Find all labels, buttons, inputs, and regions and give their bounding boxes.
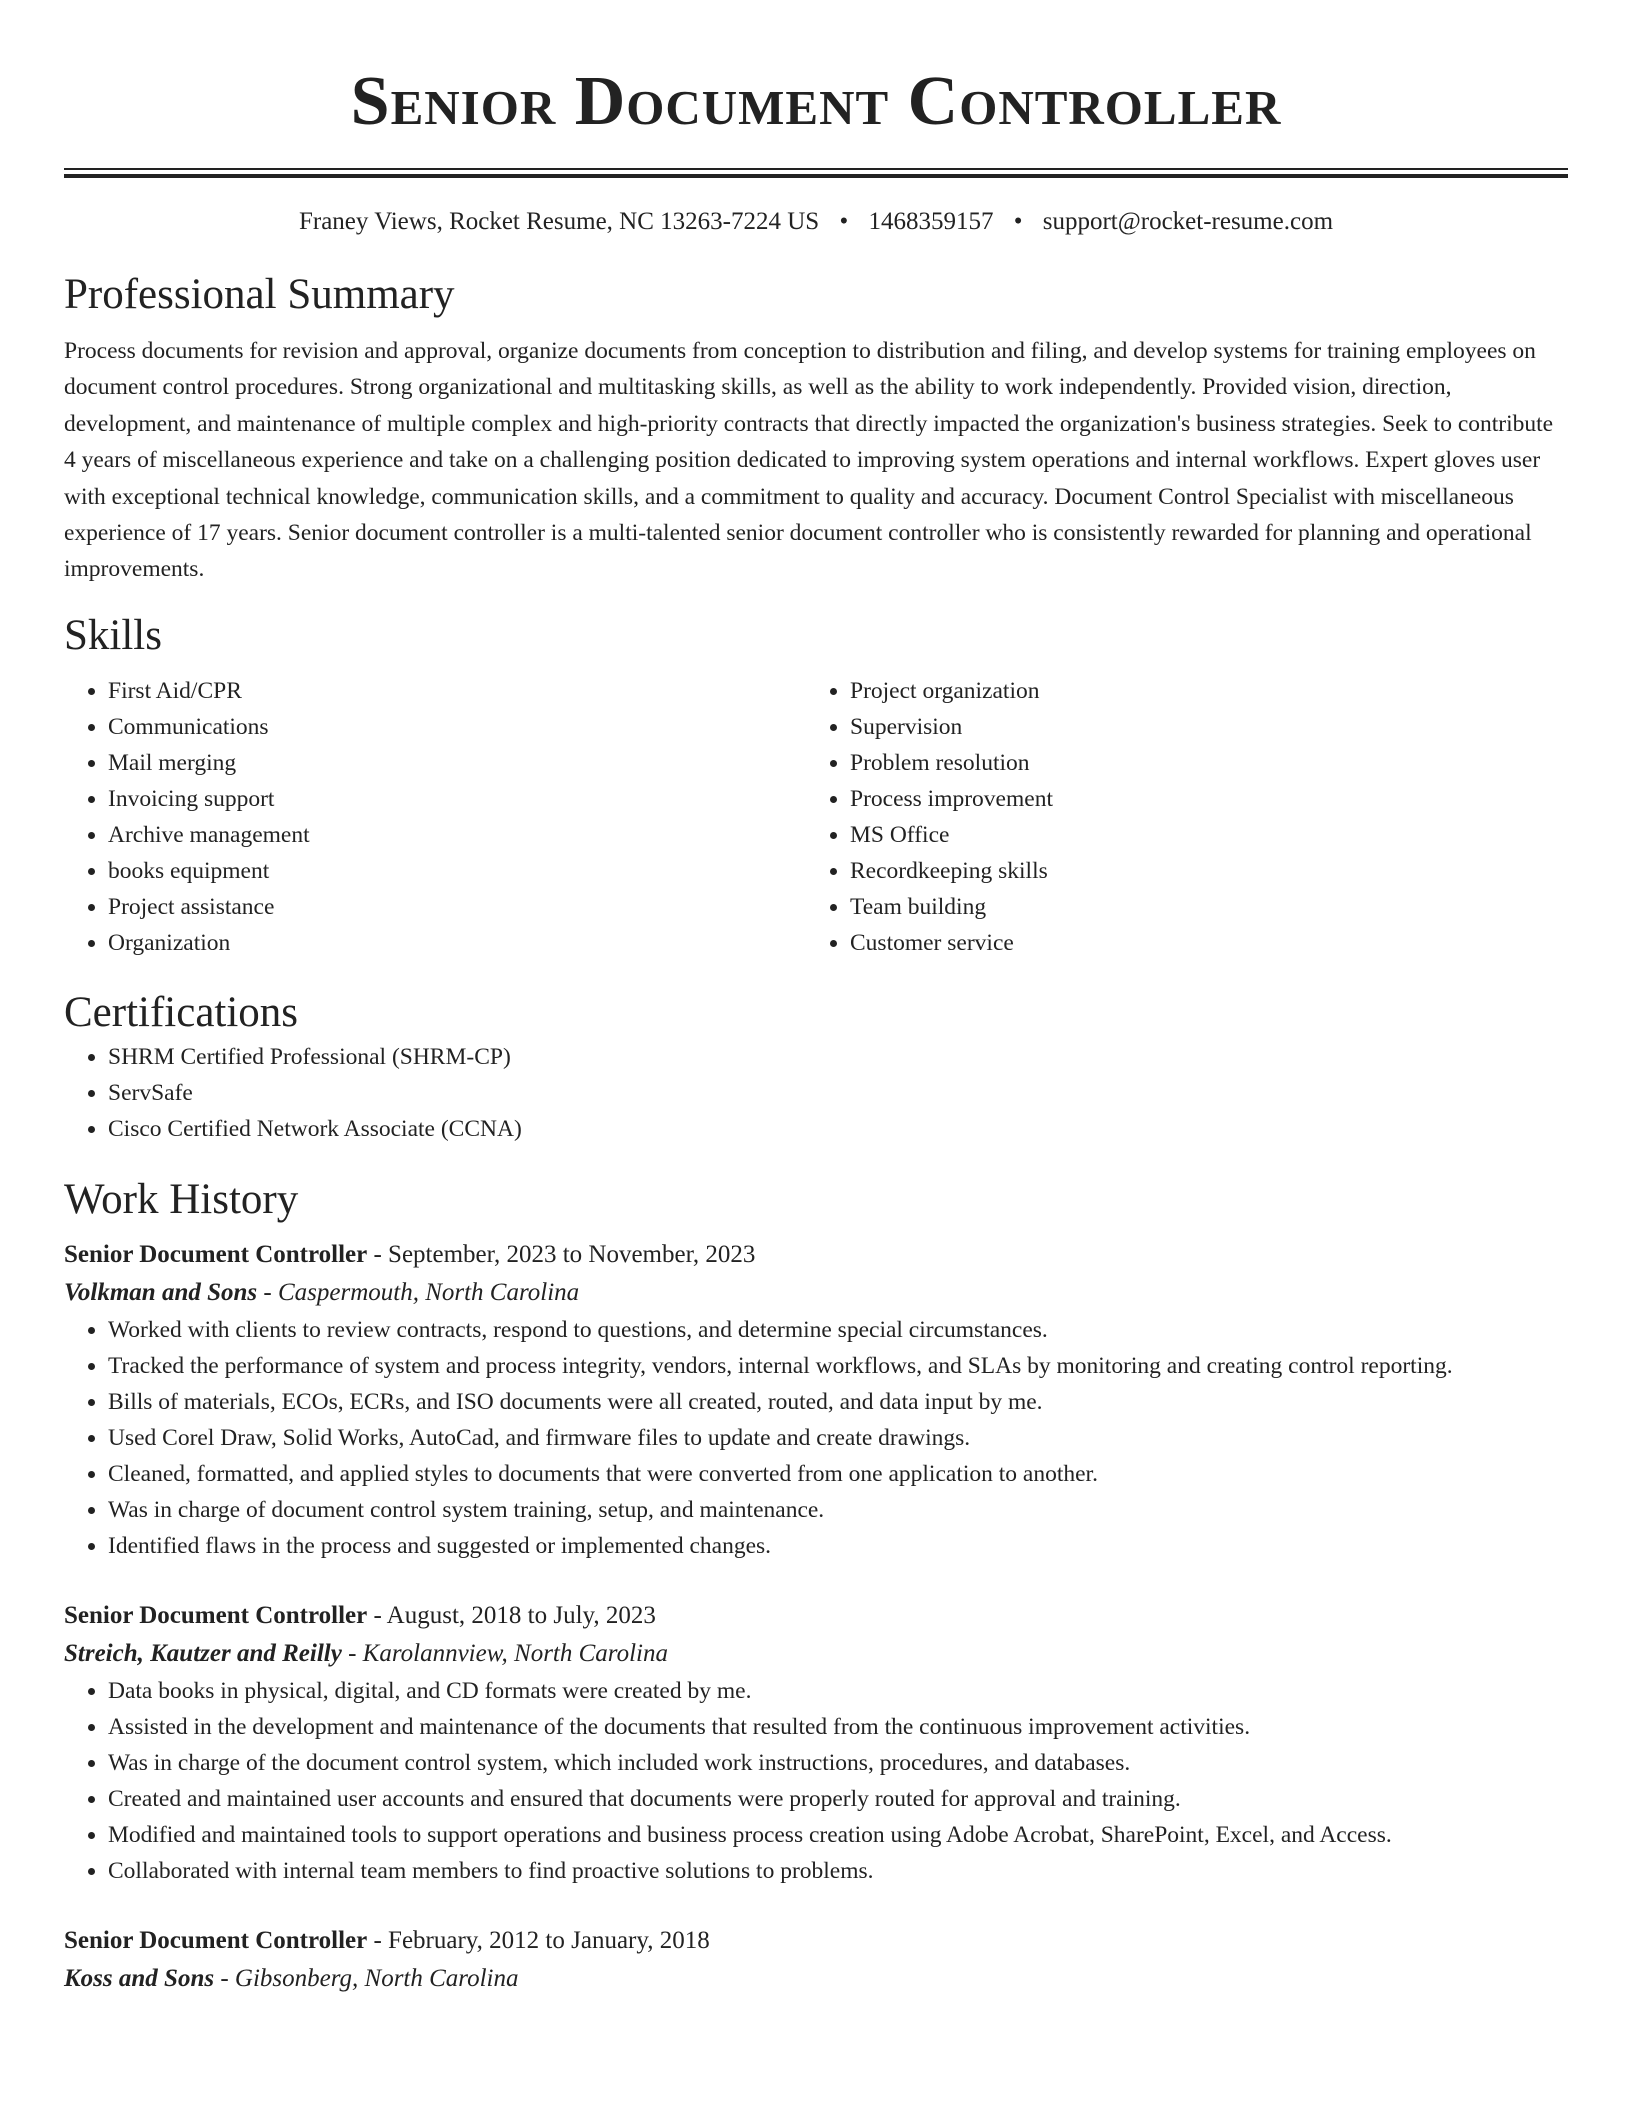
job-entry (64, 1236, 1568, 1564)
certification-item: • Cisco Certified Network Associate (CCNA) (108, 1111, 1568, 1147)
job-role: Senior Document Controller (64, 1601, 368, 1629)
skill-item: • Organization (108, 925, 806, 961)
job-dash: - (367, 1601, 387, 1629)
job-duty: • Worked with clients to review contracts, respond to questions, and determine special circumstances. (108, 1312, 1568, 1348)
skills-grid (64, 673, 1568, 961)
section-title-summary: Professional Summary (64, 271, 455, 318)
job-dash: - (341, 1639, 363, 1667)
contact-email: support@rocket-resume.com (1042, 208, 1334, 235)
section-title-skills: Skills (64, 611, 162, 659)
skill-item: • Team building (850, 889, 1548, 925)
section-title-work-history: Work History (64, 1175, 299, 1223)
job-entry (64, 1597, 1568, 1889)
job-duties-list (64, 1312, 1568, 1564)
job-duty: • Modified and maintained tools to support operations and business process creation using Adobe Acrobat, SharePoint, Excel, and Access. (108, 1817, 1568, 1853)
job-duty: • Used Corel Draw, Solid Works, AutoCad, and firmware files to update and create drawings. (108, 1420, 1568, 1456)
job-duty: • Bills of materials, ECOs, ECRs, and ISO documents were all created, routed, and data input by me. (108, 1384, 1568, 1420)
job-company: Streich, Kautzer and Reilly (64, 1639, 342, 1667)
job-duty: • Tracked the performance of system and process integrity, vendors, internal workflows, and SLAs by monitoring and creating control reporting. (108, 1348, 1568, 1384)
job-dates: August, 2018 to July, 2023 (386, 1601, 656, 1629)
job-duty: • Data books in physical, digital, and CD formats were created by me. (108, 1673, 1568, 1709)
job-company-line (64, 1274, 1568, 1312)
job-title-line (64, 1922, 1568, 1960)
skill-item: • Project organization (850, 673, 1548, 709)
skill-item: • Process improvement (850, 781, 1548, 817)
contact-phone: 1468359157 (868, 208, 994, 235)
certifications-list (64, 1039, 1568, 1147)
job-dash: - (257, 1278, 278, 1306)
spacer (64, 1889, 1568, 1922)
section-title-certifications: Certifications (64, 988, 299, 1036)
job-duty: • Created and maintained user accounts and ensured that documents were properly routed for approval and training. (108, 1781, 1568, 1817)
job-company: Koss and Sons (64, 1964, 215, 1992)
job-entry (64, 1922, 1568, 1998)
job-role: Senior Document Controller (64, 1240, 368, 1268)
job-duty: • Was in charge of the document control system, which included work instructions, procedures, and databases. (108, 1745, 1568, 1781)
job-role: Senior Document Controller (64, 1926, 368, 1954)
skill-item: • Supervision (850, 709, 1548, 745)
certification-item: • ServSafe (108, 1075, 1568, 1111)
skill-item: • Communications (108, 709, 806, 745)
skill-item: • Customer service (850, 925, 1548, 961)
skill-item: • Project assistance (108, 889, 806, 925)
job-duty: • Cleaned, formatted, and applied styles to documents that were converted from one application to another. (108, 1456, 1568, 1492)
contact-line (64, 205, 1568, 239)
title-divider (64, 168, 1568, 178)
skill-item: • books equipment (108, 853, 806, 889)
summary-text: Process documents for revision and approval, organize documents from conception to distribution and filing, and develop systems for training employees on document control procedures. Strong organizational and multitasking skills, as well as the ability to work independently. Provided vision, direction, development, and maintenance of multiple complex and high-priority contracts that directly impacted the organization's business strategies. Seek to contribute 4 years of miscellaneous experience and take on a challenging position dedicated to improving system operations and internal workflows. Expert gloves user with exceptional technical knowledge, communication skills, and a commitment to quality and accuracy. Document Control Specialist with miscellaneous experience of 17 years. Senior document controller is a multi-talented senior document controller who is consistently rewarded for planning and operational improvements. (64, 338, 1554, 583)
job-title-line (64, 1597, 1568, 1635)
contact-separator: • (839, 208, 849, 235)
skill-item: • Problem resolution (850, 745, 1548, 781)
spacer (64, 1564, 1568, 1597)
job-dash: - (367, 1926, 389, 1954)
skill-item: • Invoicing support (108, 781, 806, 817)
job-duty: • Identified flaws in the process and suggested or implemented changes. (108, 1528, 1568, 1564)
job-location: Caspermouth, North Carolina (277, 1278, 580, 1306)
skill-item: • Recordkeeping skills (850, 853, 1548, 889)
job-duty: • Was in charge of document control system training, setup, and maintenance. (108, 1492, 1568, 1528)
contact-address: Franey Views, Rocket Resume, NC 13263-7224 US (298, 208, 820, 235)
skill-item: • First Aid/CPR (108, 673, 806, 709)
job-company: Volkman and Sons (64, 1278, 258, 1306)
skills-list-left (64, 673, 806, 961)
skill-item: • Archive management (108, 817, 806, 853)
skills-list-right (806, 673, 1548, 961)
job-dates: February, 2012 to January, 2018 (388, 1926, 710, 1954)
certification-item: • SHRM Certified Professional (SHRM-CP) (108, 1039, 1568, 1075)
job-duty: • Collaborated with internal team members to find proactive solutions to problems. (108, 1853, 1568, 1889)
job-dash: - (367, 1240, 389, 1268)
skill-item: • MS Office (850, 817, 1548, 853)
job-location: Karolannview, North Carolina (362, 1639, 668, 1667)
job-company-line (64, 1635, 1568, 1673)
job-dash: - (214, 1964, 235, 1992)
job-duties-list (64, 1673, 1568, 1889)
skill-item: • Mail merging (108, 745, 806, 781)
job-location: Gibsonberg, North Carolina (234, 1964, 519, 1992)
contact-separator: • (1013, 208, 1023, 235)
job-dates: September, 2023 to November, 2023 (388, 1240, 756, 1268)
job-company-line (64, 1960, 1568, 1998)
job-duty: • Assisted in the development and maintenance of the documents that resulted from the continuous improvement activities. (108, 1709, 1568, 1745)
document-title: Senior Document Controller (350, 63, 1282, 140)
job-title-line (64, 1236, 1568, 1274)
